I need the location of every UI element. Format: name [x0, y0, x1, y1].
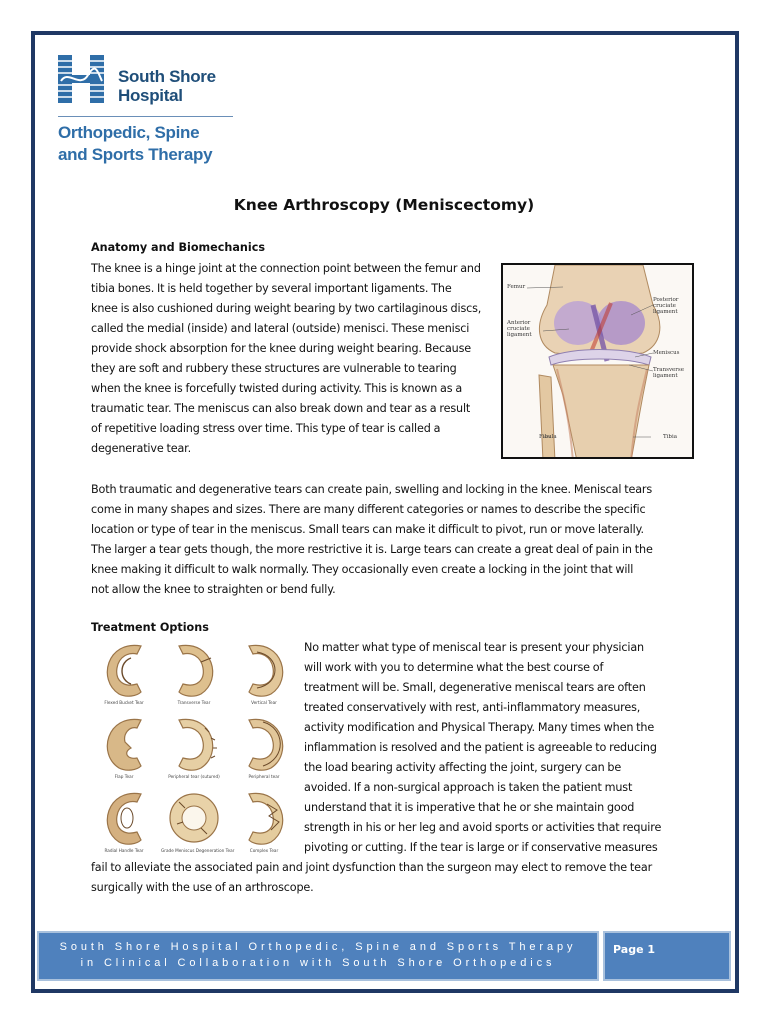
department-name: Orthopedic, Spine and Sports Therapy [58, 123, 213, 164]
meniscus-c-icon [167, 788, 221, 848]
page-number: Page 1 [613, 943, 656, 956]
hospital-logo [56, 52, 236, 172]
footer-banner [37, 931, 599, 981]
document-title: Knee Arthroscopy (Meniscectomy) [233, 196, 535, 214]
meniscus-c-icon [97, 714, 151, 774]
tear-vertical: Vertical Tear [231, 640, 297, 714]
meniscus-c-icon [237, 714, 291, 774]
label-meniscus: Meniscus [653, 350, 680, 356]
meniscus-c-icon [97, 640, 151, 700]
label-pcl: Posterior cruciate ligament [653, 297, 679, 315]
tear-complex: Complex Tear [231, 788, 297, 862]
footer-line-1: South Shore Hospital Orthopedic, Spine and Sports Therapy [59, 941, 577, 953]
meniscus-c-icon [237, 640, 291, 700]
footer-line-2: in Clinical Collaboration with South Shore Orthopedics [80, 957, 556, 969]
tears-paragraph: Both traumatic and degenerative tears can create pain, swelling and locking in the knee. Meniscal tears come in many shapes and sizes. There are many different categories or names to describe the specific location or type of tear in the meniscus. Small tears can make it difficult to pivot, run or move laterally. The larger a tear gets though, the more restrictive it is. Large tears can create a great deal of pain in the knee making it difficult to walk normally. They occasionally even create a locking in the joint that will not allow the knee to straighten or bend fully. [91, 483, 653, 596]
meniscus-c-icon [237, 788, 291, 848]
tear-peripheral: Peripheral tear [231, 714, 297, 788]
label-transverse-ligament: Transverse ligament [653, 367, 685, 379]
tear-transverse: Transverse Tear [161, 640, 227, 714]
hospital-h-logo-icon [58, 55, 104, 103]
hospital-name: South Shore Hospital [118, 67, 216, 105]
anatomy-heading: Anatomy and Biomechanics [91, 241, 265, 254]
meniscal-tear-types-illustration [91, 640, 297, 864]
tear-flap: Flap Tear [91, 714, 157, 788]
anatomy-paragraph: The knee is a hinge joint at the connection point between the femur and tibia bones. It is held together by several important ligaments. The knee is also cushioned during weight bearing by two cartilaginous discs, called the medial (inside) and lateral (outside) menisci. These menisci provide shock absorption for the knee during weight bearing. Because they are soft and rubbery these structures are vulnerable to tearing when the knee is forcefully twisted during activity. This is known as a traumatic tear. The meniscus can also break down and tear as a result of repetitive loading stress over time. This type of tear is called a degenerative tear. [91, 262, 482, 455]
meniscus-c-icon [167, 640, 221, 700]
label-tibia: Tibia [663, 434, 677, 440]
meniscus-c-icon [167, 714, 221, 774]
label-fibula: Fibula [539, 434, 557, 440]
treatment-paragraph-continued: fail to alleviate the associated pain and joint dysfunction than the surgeon may elect to remove the tear surgically with the use of an arthroscope. [91, 861, 653, 894]
tear-radial-handle: Radial Handle Tear [91, 788, 157, 862]
knee-anatomy-illustration [501, 263, 694, 459]
meniscus-c-icon [97, 788, 151, 848]
tear-degeneration: Grade Meniscus Degeneration Tear [161, 788, 227, 862]
tear-flexed-bucket: Flexed Bucket Tear [91, 640, 157, 714]
label-acl: Anterior cruciate ligament [507, 320, 532, 338]
logo-divider [58, 116, 233, 117]
tear-peripheral-sutured: Peripheral tear (sutured) [161, 714, 227, 788]
page-number-box [603, 931, 731, 981]
treatment-heading: Treatment Options [91, 621, 209, 634]
label-femur: Femur [507, 284, 526, 290]
knee-joint-icon [503, 265, 694, 459]
treatment-paragraph: No matter what type of meniscal tear is present your physician will work with you to determine what the best course of treatment will be. Small, degenerative meniscal tears are often treated conservatively with rest, anti-inflammatory measures, activity modification and Physical Therapy. Many times when the inflammation is resolved and the patient is agreeable to reducing the load bearing activity affecting the joint, surgery can be avoided. If a non-surgical approach is taken the patient must understand that it is imperative that he or she maintain good strength in his or her leg and avoid sports or activities that require pivoting or cutting. If the tear is large or if conservative measures [304, 641, 662, 854]
